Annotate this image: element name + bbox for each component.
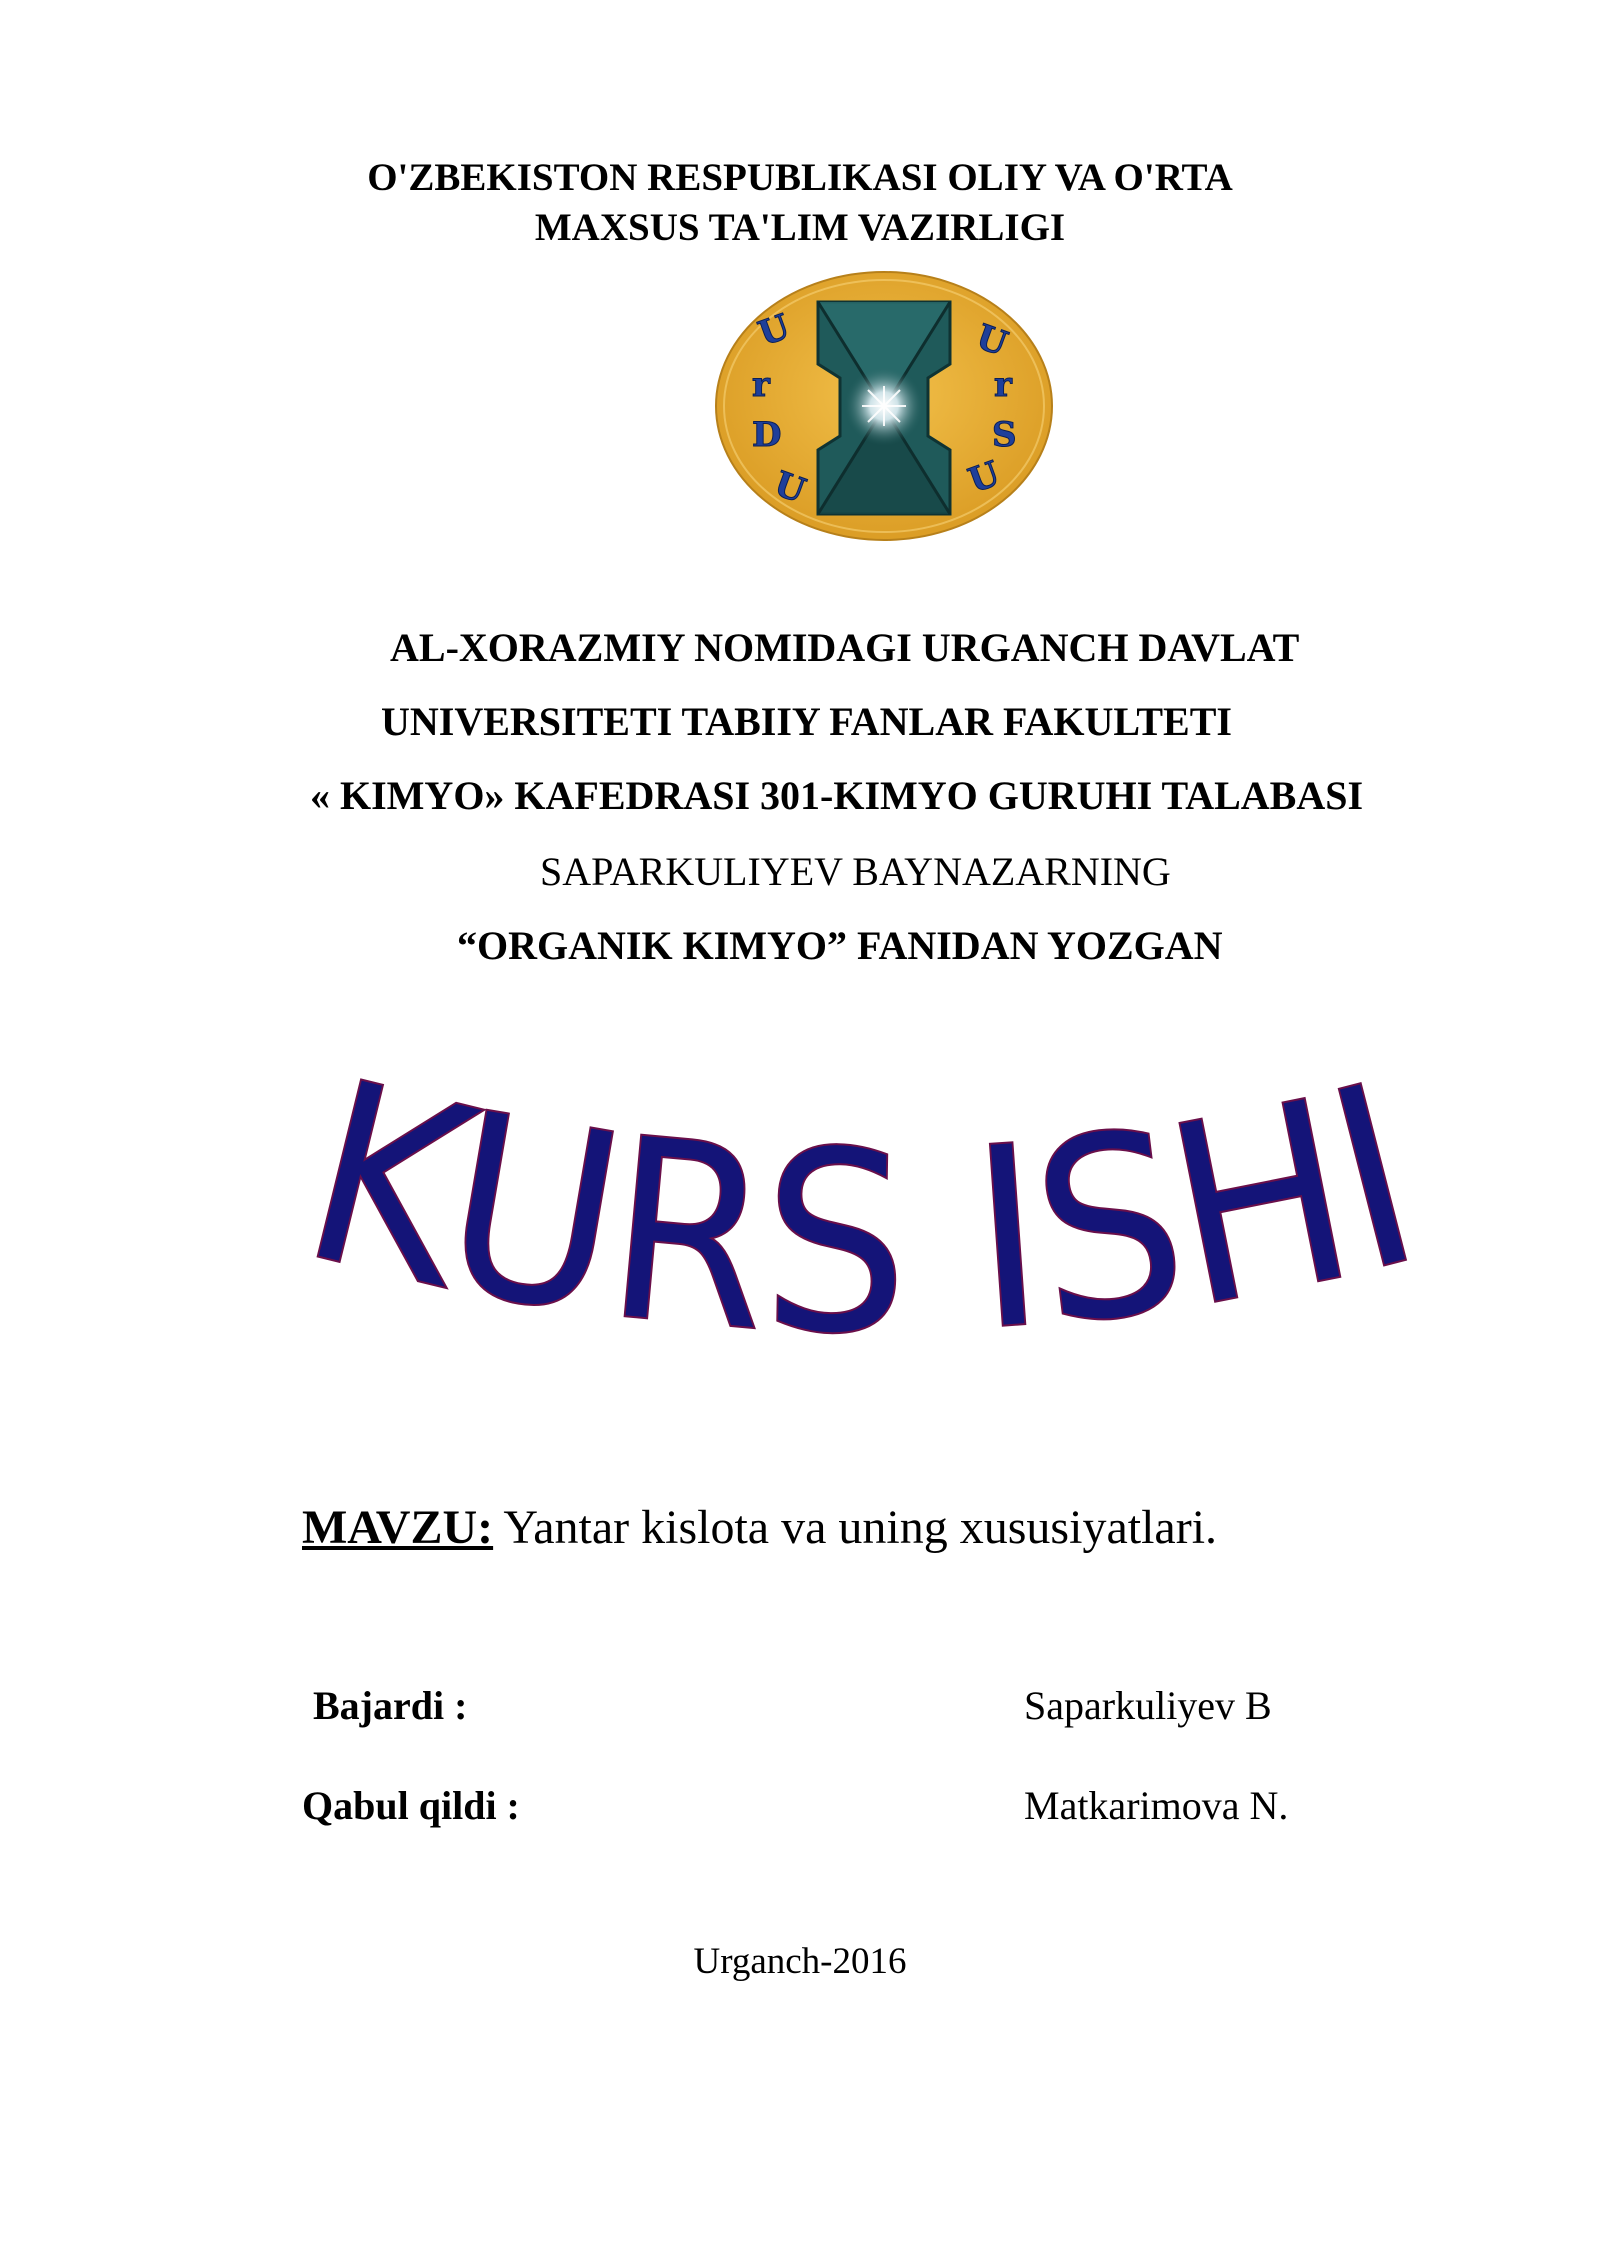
- document-title: [296, 1050, 1442, 1400]
- university-line-3: « KIMYO» KAFEDRASI 301-KIMYO GURUHI TALABASI: [310, 773, 1364, 818]
- ministry-line-1: O'ZBEKISTON RESPUBLIKASI OLIY VA O'RTA: [367, 156, 1233, 199]
- svg-text:U: U: [753, 306, 795, 355]
- subject-line: “ORGANIK KIMYO” FANIDAN YOZGAN: [457, 923, 1223, 968]
- done-by-value: Saparkuliyev B: [1024, 1683, 1272, 1728]
- university-logo-icon: [712, 268, 1056, 544]
- svg-text:U: U: [970, 316, 1013, 365]
- done-by-label: Bajardi :: [313, 1683, 468, 1728]
- topic-line: [302, 1500, 1217, 1555]
- svg-text:D: D: [752, 415, 782, 455]
- ministry-line-2: MAXSUS TA'LIM VAZIRLIGI: [534, 206, 1066, 249]
- university-line-2: UNIVERSITETI TABIIY FANLAR FAKULTETI: [381, 699, 1232, 744]
- city-year: Urganch-2016: [693, 1941, 907, 1982]
- svg-text:r: r: [752, 365, 770, 405]
- topic-value: Yantar kislota va uning xususiyatlari.: [493, 1501, 1218, 1554]
- svg-text:r: r: [994, 365, 1012, 405]
- svg-text:KURS ISHI: [296, 1050, 1442, 1390]
- document-title-text: KURS ISHI: [296, 1050, 1442, 1391]
- svg-text:U: U: [768, 463, 811, 512]
- accepted-by-value: Matkarimova N.: [1024, 1783, 1289, 1828]
- student-name-line: SAPARKULIYEV BAYNAZARNING: [540, 849, 1171, 894]
- accepted-by-label: Qabul qildi :: [302, 1783, 520, 1828]
- topic-label: MAVZU:: [302, 1501, 494, 1554]
- university-line-1: AL-XORAZMIY NOMIDAGI URGANCH DAVLAT: [390, 625, 1300, 670]
- svg-text:S: S: [992, 415, 1017, 455]
- svg-text:U: U: [963, 453, 1005, 502]
